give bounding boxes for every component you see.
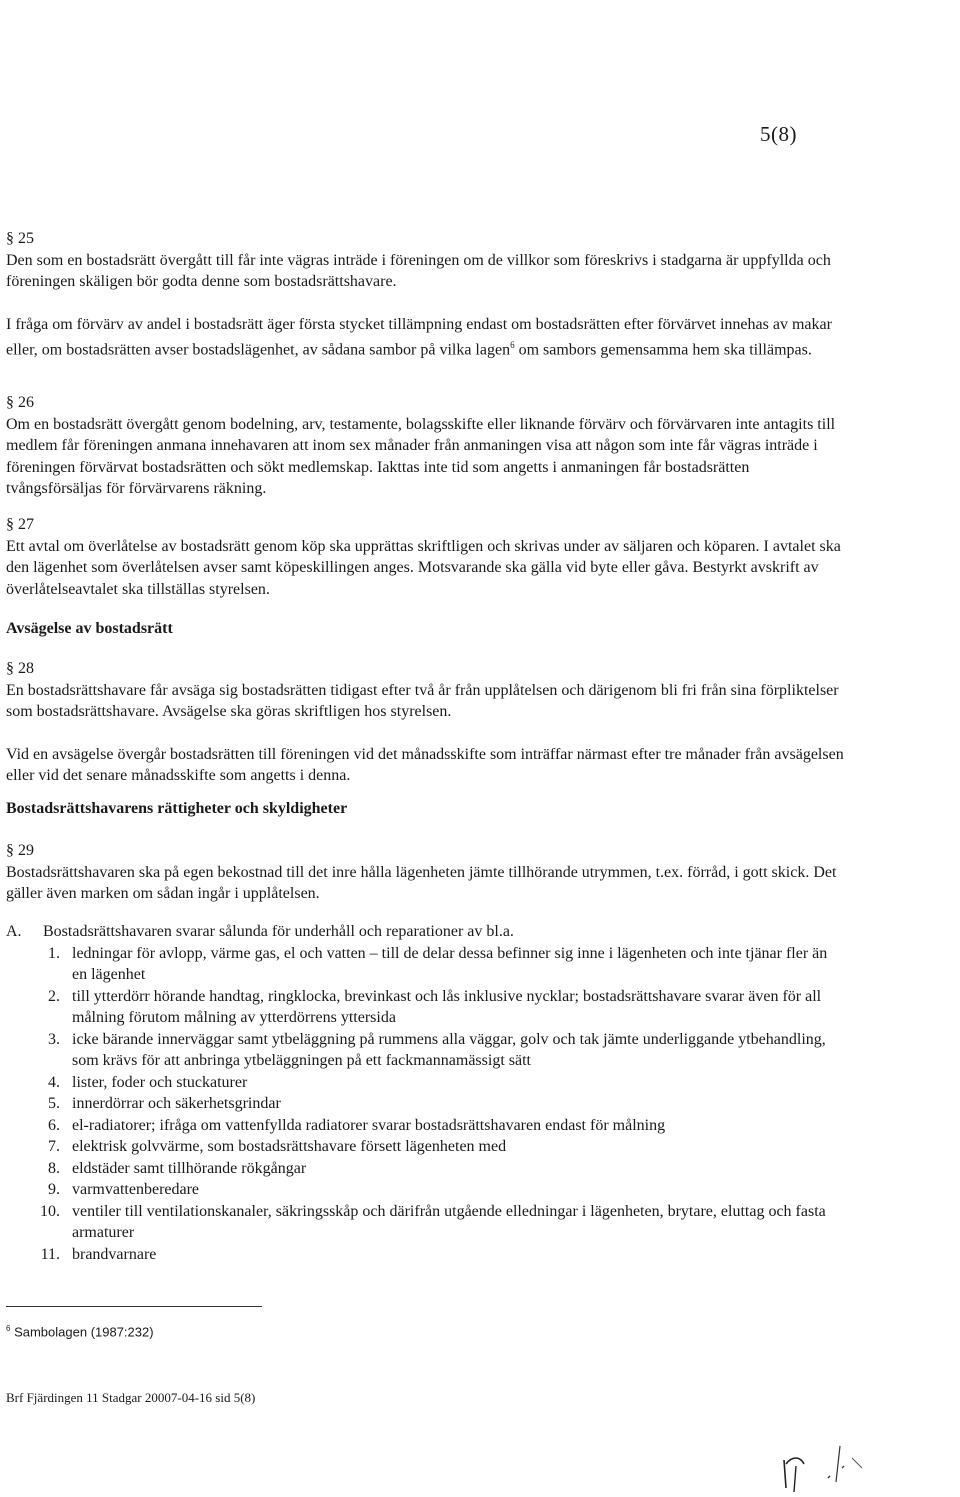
page-number: 5(8) (760, 122, 797, 146)
item-number: 11. (40, 1245, 60, 1263)
section-28 (6, 658, 846, 787)
paragraph: Bostadsrättshavaren ska på egen bekostnad till det inre hålla lägenheten jämte tillhörande utrymmen, t.ex. förråd, i gott skick. Det gäller även marken om sådan ingår i upplåtelsen. (6, 863, 837, 902)
footnote-marker: 6 (6, 1324, 11, 1333)
list-item (6, 1029, 846, 1072)
item-number: 7. (48, 1138, 60, 1155)
list-item (6, 1072, 846, 1094)
paragraph: Vid en avsägelse övergår bostadsrätten till föreningen vid det månadsskifte som inträffar närmast efter tre månader från avsägelsen eller vid det senare månadsskifte som angetts i denna. (6, 745, 844, 784)
list-marker: A. (6, 923, 22, 940)
item-text: elektrisk golvvärme, som bostadsrättshavare försett lägenheten med (72, 1138, 507, 1155)
list-intro (6, 921, 846, 943)
section-heading: § 26 (6, 394, 34, 411)
list-item (6, 1179, 846, 1201)
item-number: 9. (48, 1181, 60, 1198)
section-title-avsagelse: Avsägelse av bostadsrätt (6, 620, 173, 637)
item-text: icke bärande innerväggar samt ytbeläggning på rummens alla väggar, golv och tak jämte underliggande ytbehandling, som krävs för att anbringa ytbeläggningen på ett fackmannamässigt sätt (72, 1030, 826, 1069)
item-text: eldstäder samt tillhörande rökgångar (72, 1159, 307, 1177)
handwritten-initials (778, 1438, 888, 1494)
section-title-rattigheter: Bostadsrättshavarens rättigheter och skyldigheter (6, 800, 348, 817)
item-text: lister, foder och stuckaturer (72, 1073, 248, 1091)
item-text: ledningar för avlopp, värme gas, el och vatten – till de delar dessa befinner sig inne i lägenheten och inte tjänar fler än en lägenhet (72, 944, 828, 983)
list-item (6, 1201, 846, 1244)
section-heading: § 29 (6, 842, 34, 859)
footnote-ref: 6 (510, 340, 515, 350)
item-number: 2. (48, 987, 60, 1005)
item-text: ventiler till ventilationskanaler, säkringsskåp och därifrån utgående elledningar i lägenheten, brytare, eluttag och fasta armaturer (72, 1202, 826, 1241)
item-number: 5. (48, 1095, 60, 1112)
paragraph (6, 314, 846, 361)
item-number: 3. (48, 1030, 60, 1048)
item-text: el-radiatorer; ifråga om vattenfyllda radiatorer svarar bostadsrättshavaren endast för målning (72, 1116, 666, 1134)
section-heading: § 25 (6, 230, 34, 247)
item-text: brandvarnare (72, 1245, 157, 1263)
paragraph: En bostadsrättshavare får avsäga sig bostadsrätten tidigast efter två år från upplåtelsen och därigenom bli fri från sina förpliktelser som bostadsrättshavare. Avsägelse ska göras skriftligen hos styrelsen. (6, 681, 839, 720)
list-item (6, 1093, 846, 1115)
footnote (6, 1324, 154, 1339)
item-number: 6. (48, 1116, 60, 1134)
section-heading: § 27 (6, 516, 34, 533)
paragraph-text: om sambors gemensamma hem ska tillämpas. (514, 341, 812, 359)
list-item (6, 1136, 846, 1158)
section-29 (6, 840, 846, 905)
item-text: varmvattenberedare (72, 1181, 200, 1198)
footnote-text: Sambolagen (1987:232) (14, 1324, 154, 1340)
item-number: 4. (48, 1073, 60, 1091)
paragraph-text: I fråga om förvärv av andel i bostadsrätt äger första stycket tillämpning endast om bostadsrätten efter förvärvet innehas av makar eller, om bostadsrätten avser bostadslägenhet, av sådana sambor på vilka lagen (6, 315, 832, 359)
list-intro-text: Bostadsrättshavaren svarar sålunda för underhåll och reparationer av bl.a. (43, 923, 514, 940)
section-26 (6, 392, 846, 500)
section-heading: § 28 (6, 660, 34, 677)
list-item (6, 1158, 846, 1180)
list-item (6, 1115, 846, 1137)
paragraph: Om en bostadsrätt övergått genom bodelning, arv, testamente, bolagsskifte eller liknande förvärv och förvärvaren inte antagits till medlem får föreningen anmana innehavaren att inom sex månader från anmaningen visa att någon som inte får vägras inträde i föreningen förvärvat bostadsrätten och sökt medlemskap. Iakttas inte tid som angetts i anmaningen får bostadsrätten tvångsförsäljas för förvärvarens räkning. (6, 415, 836, 497)
item-text: till ytterdörr hörande handtag, ringklocka, brevinkast och lås inklusive nycklar; bostadsrättshavare svarar även för all målning förutom målning av ytterdörrens yttersida (72, 987, 822, 1026)
item-number: 1. (48, 944, 60, 962)
page-footer: Brf Fjärdingen 11 Stadgar 20007-04-16 sid 5(8) (6, 1390, 256, 1405)
paragraph: Den som en bostadsrätt övergått till får inte vägras inträde i föreningen om de villkor som föreskrivs i stadgarna är uppfyllda och föreningen skäligen bör godta denne som bostadsrättshavare. (6, 251, 831, 290)
maintenance-list (6, 921, 846, 1265)
list-item (6, 943, 846, 986)
section-27 (6, 514, 846, 600)
section-25 (6, 228, 846, 361)
item-number: 8. (48, 1159, 60, 1177)
item-number: 10. (40, 1202, 60, 1220)
list-item (6, 986, 846, 1029)
paragraph: Ett avtal om överlåtelse av bostadsrätt genom köp ska upprättas skriftligen och skrivas under av säljaren och köparen. I avtalet ska den lägenhet som överlåtelsen avser samt köpeskillingen anges. Motsvarande ska gälla vid byte eller gåva. Bestyrkt avskrift av överlåtelseavtalet ska tillställas styrelsen. (6, 537, 841, 598)
list-item (6, 1244, 846, 1266)
footnote-divider (6, 1306, 262, 1307)
item-text: innerdörrar och säkerhetsgrindar (72, 1095, 281, 1112)
